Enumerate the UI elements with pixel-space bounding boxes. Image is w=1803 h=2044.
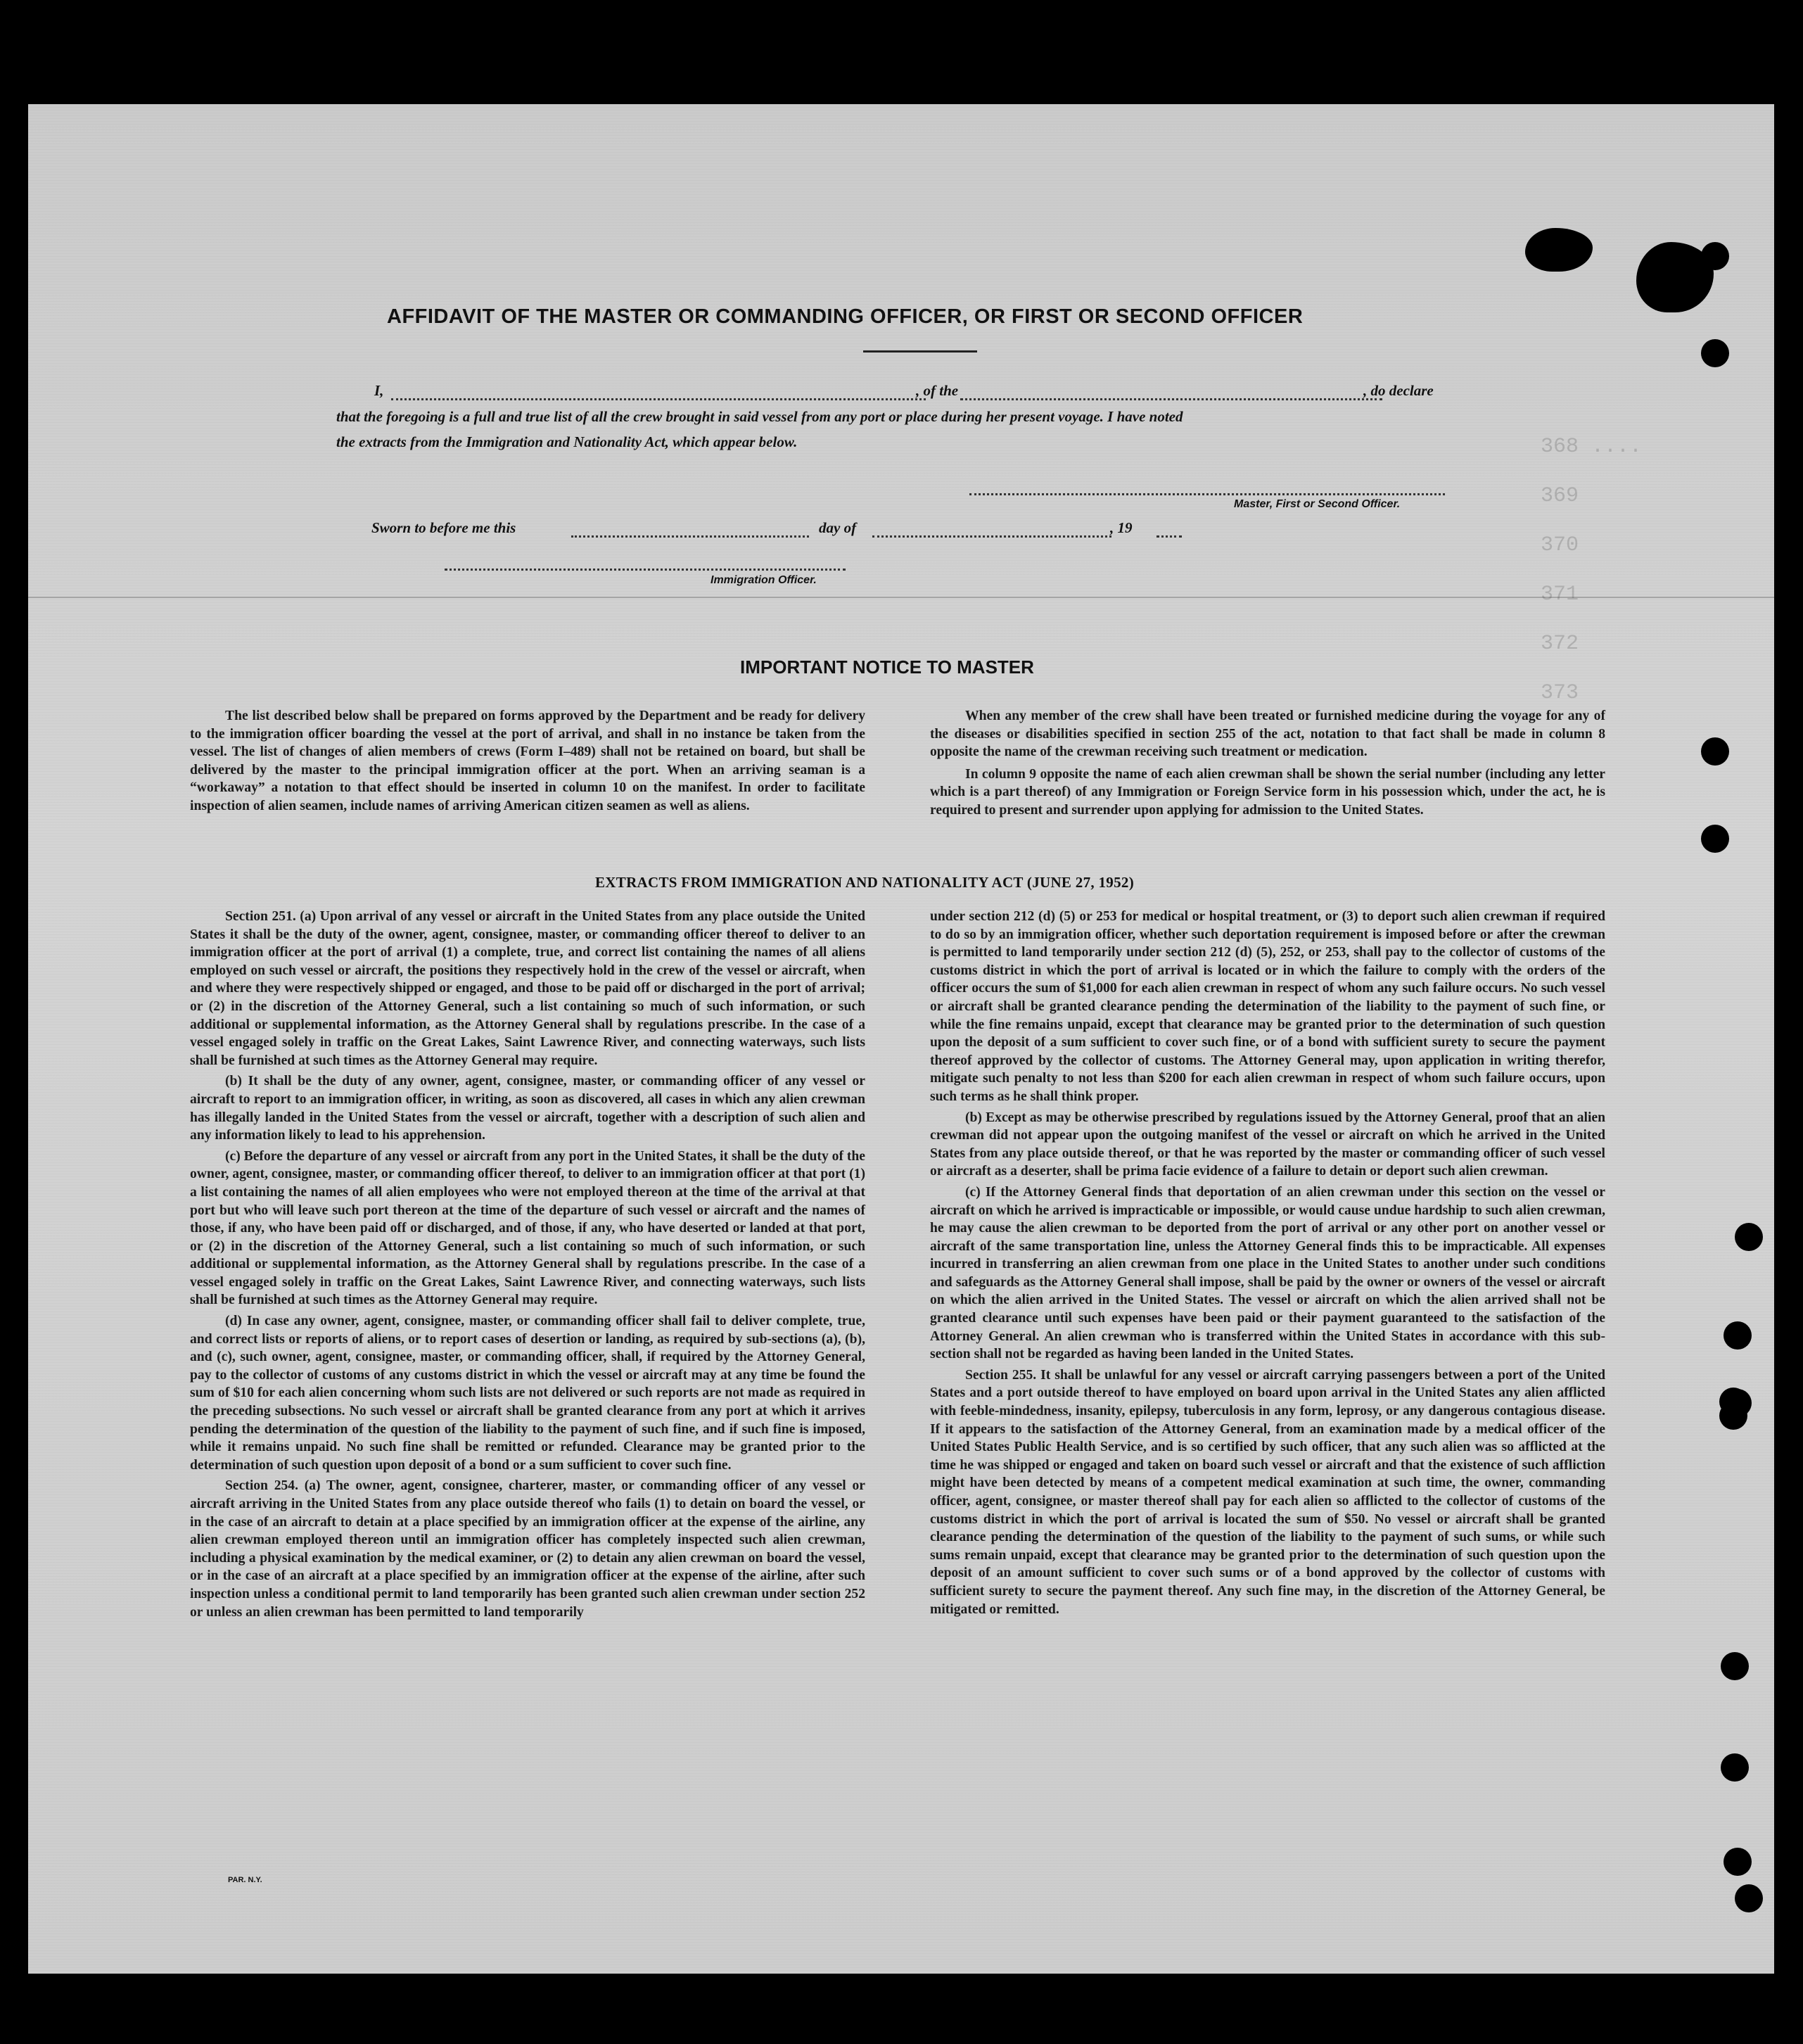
vessel-blank	[960, 398, 1382, 400]
immigration-signature-blank	[445, 569, 846, 571]
immigration-caption: Immigration Officer.	[711, 574, 817, 586]
sworn-year-blank	[1157, 535, 1182, 538]
section-255: Section 255. It shall be unlawful for any vessel or aircraft carrying passengers between a port of the United States and a port outside thereof to have employed on board upon arrival in the United States any alien afflicted with feeble-mindedness, insanity, epilepsy, tuberculosis in any form, leprosy, or any dangerous contagious disease. If it appears to the satisfaction of the Attorney General, from an examination made by a medical officer of the United States Public Health Service, and is so certified by such officer, that any such alien was so afflicted at the time he was shipped or engaged and taken on board such vessel or aircraft and that the existence of such affliction might have been detected by means of a competent medical examination at such time, the owner, commanding officer, agent, consignee, or master thereof shall pay for each alien so afflicted to the collector of customs of the customs district in which the port of arrival is located the sum of $50. No vessel or aircraft shall be granted clearance pending the determination of the question of the liability to the payment of such sums, or while such sums remain unpaid, except that clearance may be granted prior to the determination of such question upon the deposit of an amount sufficient to cover such sums or of a bond approved by the collector of customs with sufficient surety to secure the payment thereof. Any such fine may, in the discretion of the Attorney General, be mitigated or remitted.	[930, 1367, 1605, 1617]
bleed-through-text: 372	[1541, 632, 1579, 656]
punch-hole	[1735, 1884, 1763, 1912]
extracts-title: EXTRACTS FROM IMMIGRATION AND NATIONALITY ACT (JUNE 27, 1952)	[595, 874, 1134, 891]
sworn-day-blank	[571, 535, 809, 538]
section-254-c: (c) If the Attorney General finds that deportation of an alien crewman under this section on the vessel or aircraft on which he arrived is impracticable or impossible, or would cause undue hardship to such alien crewman, he may cause the alien crewman to be deported from the port of arrival or any other port on another vessel or aircraft of the same transportation line, unless the Attorney General finds this to be impracticable. All expenses incurred in transferring an alien crewman from one place in the United States to another under such conditions and safeguards as the Attorney General shall impose, shall be paid by the owner or owners of the vessel or aircraft on which the alien arrived in the United States. The vessel or aircraft on which the alien arrived shall not be granted clearance until such expenses have been paid or their payment guaranteed to the satisfaction of the Attorney General. An alien crewman who is transferred within the United States in accordance with this sub-section shall not be regarded as having been landed in the United States.	[930, 1184, 1605, 1362]
year-label: , 19	[1110, 519, 1133, 536]
punch-hole	[1701, 339, 1729, 367]
punch-hole	[1701, 825, 1729, 853]
day-of-label: day of	[819, 519, 857, 536]
name-blank	[391, 398, 926, 400]
notice-right-column	[930, 707, 1605, 820]
sworn-label: Sworn to before me this	[371, 519, 516, 536]
punch-hole	[1721, 1753, 1749, 1782]
affidavit-statement-line1: that the foregoing is a full and true list of all the crew brought in said vessel from any port or place during her present voyage. I have noted	[336, 408, 1183, 425]
punch-hole	[1724, 1848, 1752, 1876]
extracts-left-column	[190, 908, 865, 1621]
affidavit-declare-label: , do declare	[1363, 382, 1434, 399]
notice-left-paragraph: The list described below shall be prepared on forms approved by the Department and be ready for delivery to the immigration officer boarding the vessel at the port of arrival, and shall in no instance be taken from the vessel. The list of changes of alien members of crews (Form I–489) shall not be retained on board, but shall be delivered by the master to the principal immigration officer at the port. When an arriving seaman is a “workaway” a notation to that effect should be inserted in column 10 on the manifest. In order to facilitate inspection of alien seamen, include names of arriving American citizen seamen as well as aliens.	[190, 709, 865, 813]
ink-blot	[1525, 228, 1593, 272]
notice-left-column	[190, 707, 865, 815]
printer-mark: PAR. N.Y.	[228, 1876, 262, 1884]
punch-hole	[1701, 242, 1729, 270]
document-sheet	[28, 104, 1774, 1974]
affidavit-of-the-label: , of the	[916, 382, 959, 399]
section-251-d: (d) In case any owner, agent, consignee, master, or commanding officer shall fail to deliver complete, true, and correct lists or reports of aliens, or to report cases of desertion or landing, as required by sub-sections (a), (b), and (c), such owner, agent, consignee, master, or commanding officer, shall, if required by the Attorney General, pay to the collector of customs of any customs district in which the vessel or aircraft may at any time be found the sum of $10 for each alien concerning whom such lists are not delivered or such reports are not made as required in the preceding subsections. No such vessel or aircraft shall be granted clearance from any port at which it arrives pending the determination of the question of the liability to the payment of such fine, and if such fine is imposed, while it remains unpaid. No such fine shall be remitted or refunded. Clearance may be granted prior to the determination of such question upon deposit of a bond or a sum sufficient to cover such fine.	[190, 1314, 865, 1473]
bleed-through-text: 369	[1541, 484, 1579, 508]
punch-hole	[1701, 737, 1729, 766]
title-rule	[863, 350, 977, 353]
section-254-a-continued: under section 212 (d) (5) or 253 for medical or hospital treatment, or (3) to deport such alien crewman if required to do so by an immigration officer, whether such deportation requirement is imposed before or after the crewman is permitted to land temporarily under section 212 (d) (5), 252, or 253, shall pay to the collector of customs of the customs district in which the port of arrival is located or in which the failure to comply with the orders of the officer occurs the sum of $1,000 for each alien crewman in respect of whom any such failure occurs. No such vessel or aircraft shall be granted clearance pending the determination of the liability to the payment of such fine, or while the fine remains unpaid, except that clearance may be granted prior to the determination of such question upon the deposit of a sum sufficient to cover such fine, or of a bond with sufficient surety to secure the payment thereof approved by the collector of customs. The Attorney General may, upon application in writing therefor, mitigate such penalty to not less than $200 for each alien crewman in respect of whom such failure occurs, upon such terms as he shall think proper.	[930, 909, 1605, 1104]
punch-hole	[1721, 1652, 1749, 1680]
sworn-month-blank	[872, 535, 1111, 538]
punch-hole	[1724, 1321, 1752, 1350]
master-caption: Master, First or Second Officer.	[1234, 498, 1401, 510]
notice-right-paragraph-1: When any member of the crew shall have been treated or furnished medicine during the voyage for any of the diseases or disabilities specified in section 255 of the act, notation to that fact shall be made in column 8 opposite the name of the crewman receiving such treatment or medication.	[930, 709, 1605, 760]
punch-hole	[1735, 1223, 1763, 1251]
bleed-through-text: 368 ....	[1541, 435, 1643, 459]
notice-right-paragraph-2: In column 9 opposite the name of each alien crewman shall be shown the serial number (including any letter which is a part thereof) of any Immigration or Foreign Service form in his possession which, under the act, he is required to present and surrender upon applying for admission to the United States.	[930, 766, 1605, 818]
section-251-b: (b) It shall be the duty of any owner, agent, consignee, master, or commanding officer of any vessel or aircraft to report to an immigration officer, in writing, as soon as discovered, all cases in which any alien crewman has illegally landed in the United States from the vessel or aircraft, together with a description of such alien and any information likely to lead to his apprehension.	[190, 1074, 865, 1143]
section-251-a: Section 251. (a) Upon arrival of any vessel or aircraft in the United States from any place outside the United States it shall be the duty of the owner, agent, consignee, master, or commanding officer thereof to deliver to an immigration officer at the port of arrival (1) a complete, true, and correct list containing the names of all aliens employed on such vessel or aircraft, the positions they respectively hold in the crew of the vessel or aircraft, when and where they were respectively shipped or engaged, and those to be paid off or discharged in the port of arrival; or (2) in the discretion of the Attorney General, such a list containing so much of such information, or such additional or supplemental information, as the Attorney General shall by regulations prescribe. In the case of a vessel engaged solely in traffic on the Great Lakes, Saint Lawrence River, and connecting waterways, such lists shall be furnished at such times as the Attorney General may require.	[190, 909, 865, 1068]
section-254-a: Section 254. (a) The owner, agent, consignee, charterer, master, or commanding officer of any vessel or aircraft arriving in the United States from any place outside thereof who fails (1) to detain on board the vessel, or in the case of an aircraft to detain at a place specified by an immigration officer at the expense of the airline, any alien crewman employed thereon until an immigration officer has completely inspected such alien crewman, including a physical examination by the medical examiner, or (2) to detain any alien crewman on board the vessel, or in the case of an aircraft at a place specified by an immigration officer at the expense of the airline, after such inspection unless a conditional permit to land temporarily has been granted such alien crewman under section 252 or unless an alien crewman has been permitted to land temporarily	[190, 1478, 865, 1620]
bleed-through-text: 370	[1541, 533, 1579, 557]
affidavit-statement-line2: the extracts from the Immigration and Nationality Act, which appear below.	[336, 433, 798, 450]
bleed-through-text: 373	[1541, 681, 1579, 705]
affidavit-title: AFFIDAVIT OF THE MASTER OR COMMANDING OFFICER, OR FIRST OR SECOND OFFICER	[387, 305, 1304, 328]
section-divider	[28, 597, 1774, 598]
master-signature-blank	[969, 493, 1445, 495]
section-254-b: (b) Except as may be otherwise prescribed by regulations issued by the Attorney General, proof that an alien crewman did not appear upon the outgoing manifest of the vessel or aircraft on which he arrived in the United States from any place outside thereof, or that he was reported by the master or commanding officer of such vessel or aircraft as a deserter, shall be prima facie evidence of a failure to detain or deport such alien crewman.	[930, 1110, 1605, 1179]
affidavit-i-label: I,	[374, 382, 384, 399]
notice-title: IMPORTANT NOTICE TO MASTER	[740, 656, 1034, 678]
punch-hole	[1719, 1402, 1747, 1430]
extracts-right-column	[930, 908, 1605, 1618]
section-251-c: (c) Before the departure of any vessel or aircraft from any port in the United States, it shall be the duty of the owner, agent, consignee, master, or commanding officer thereof, to deliver to an immigration officer at that port (1) a list containing the names of all alien employees who were not employed thereon at the time of the arrival at that port but who will leave such port thereon at the time of the departure of such vessel or aircraft and the names of those, if any, who have been paid off or discharged, and of those, if any, who have deserted or landed at that port, or (2) in the discretion of the Attorney General, such a list containing so much of such information, or such additional or supplemental information, as the Attorney General shall by regulations prescribe. In the case of a vessel engaged solely in traffic on the Great Lakes, Saint Lawrence River, and connecting waterways, such lists shall be furnished at such times as the Attorney General may require.	[190, 1148, 865, 1308]
bleed-through-text: 371	[1541, 583, 1579, 607]
